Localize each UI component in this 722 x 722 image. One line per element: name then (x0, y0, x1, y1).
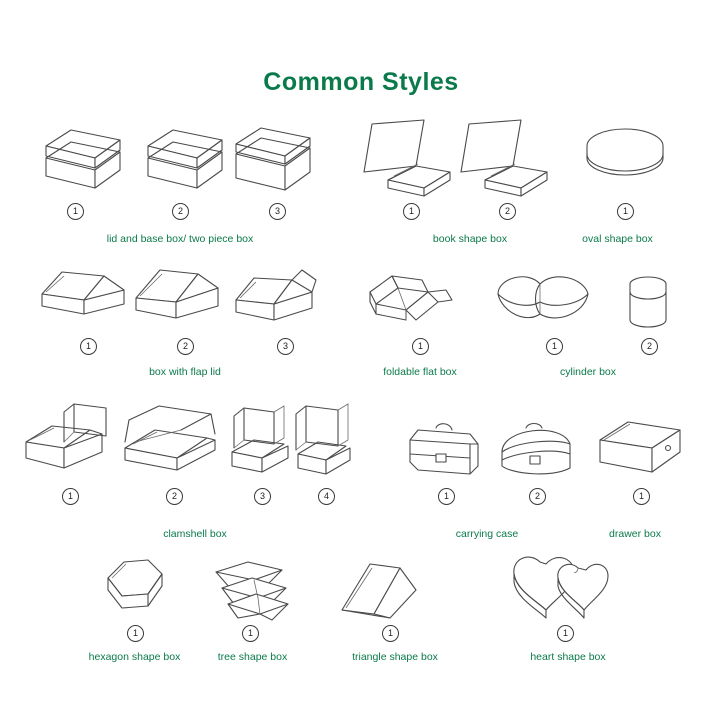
item-number-badge: 2 (172, 203, 189, 220)
item-number-badge: 1 (633, 488, 650, 505)
icon-cylinder-box-closed (620, 262, 680, 342)
icon-carrying-case-rect (400, 412, 490, 482)
item-number-badge: 4 (318, 488, 335, 505)
group-caption-heart-shape-box: heart shape box (530, 651, 606, 663)
group-caption-drawer-box: drawer box (609, 528, 661, 540)
icon-hexagon-shape-box (90, 548, 180, 628)
icon-oval-shape-box (578, 122, 678, 192)
group-caption-lid-and-base-box: lid and base box/ two piece box (106, 233, 254, 245)
group-caption-book-shape-box: book shape box (432, 233, 508, 245)
item-number-badge: 1 (438, 488, 455, 505)
item-number-badge: 1 (67, 203, 84, 220)
group-caption-cylinder-box: cylinder box (559, 366, 617, 378)
icon-clamshell-box-tall-4 (282, 396, 372, 486)
item-number-badge: 1 (242, 625, 259, 642)
item-number-badge: 2 (499, 203, 516, 220)
item-number-badge: 2 (641, 338, 658, 355)
icon-clamshell-box-1 (18, 396, 128, 486)
group-caption-hexagon-shape-box: hexagon shape box (88, 651, 181, 663)
item-number-badge: 1 (382, 625, 399, 642)
item-number-badge: 1 (557, 625, 574, 642)
icon-heart-shape-box (500, 548, 620, 628)
icon-cylinder-box-open (492, 262, 602, 342)
icon-drawer-box (592, 410, 692, 480)
item-number-badge: 3 (269, 203, 286, 220)
group-caption-carrying-case: carrying case (455, 528, 519, 540)
group-caption-triangle-shape-box: triangle shape box (352, 651, 438, 663)
item-number-badge: 1 (62, 488, 79, 505)
item-number-badge: 1 (546, 338, 563, 355)
icon-two-piece-box-2 (140, 118, 230, 198)
group-caption-foldable-flat-box: foldable flat box (383, 366, 457, 378)
item-number-badge: 2 (529, 488, 546, 505)
item-number-badge: 3 (254, 488, 271, 505)
icon-two-piece-box-1 (38, 118, 128, 198)
group-caption-box-with-flap-lid: box with flap lid (149, 366, 221, 378)
item-number-badge: 2 (177, 338, 194, 355)
icon-book-shape-box-1 (358, 112, 458, 200)
icon-two-piece-box-3 (228, 118, 318, 198)
group-caption-clamshell-box: clamshell box (163, 528, 227, 540)
icon-tree-shape-box (202, 548, 302, 628)
item-number-badge: 2 (166, 488, 183, 505)
icon-clamshell-box-open-2 (115, 396, 230, 486)
item-number-badge: 1 (127, 625, 144, 642)
group-caption-tree-shape-box: tree shape box (217, 651, 288, 663)
icon-carrying-case-round (492, 412, 582, 482)
icon-flap-lid-box-1 (32, 258, 132, 338)
icon-flap-lid-box-3 (228, 258, 328, 338)
item-number-badge: 1 (403, 203, 420, 220)
group-caption-oval-shape-box: oval shape box (582, 233, 653, 245)
item-number-badge: 1 (617, 203, 634, 220)
icon-book-shape-box-2 (455, 112, 555, 200)
icon-triangle-shape-box (330, 548, 430, 628)
icon-flap-lid-box-2 (128, 258, 228, 338)
page-title: Common Styles (263, 68, 459, 96)
item-number-badge: 1 (412, 338, 429, 355)
item-number-badge: 3 (277, 338, 294, 355)
icon-foldable-flat-box (362, 262, 472, 342)
item-number-badge: 1 (80, 338, 97, 355)
